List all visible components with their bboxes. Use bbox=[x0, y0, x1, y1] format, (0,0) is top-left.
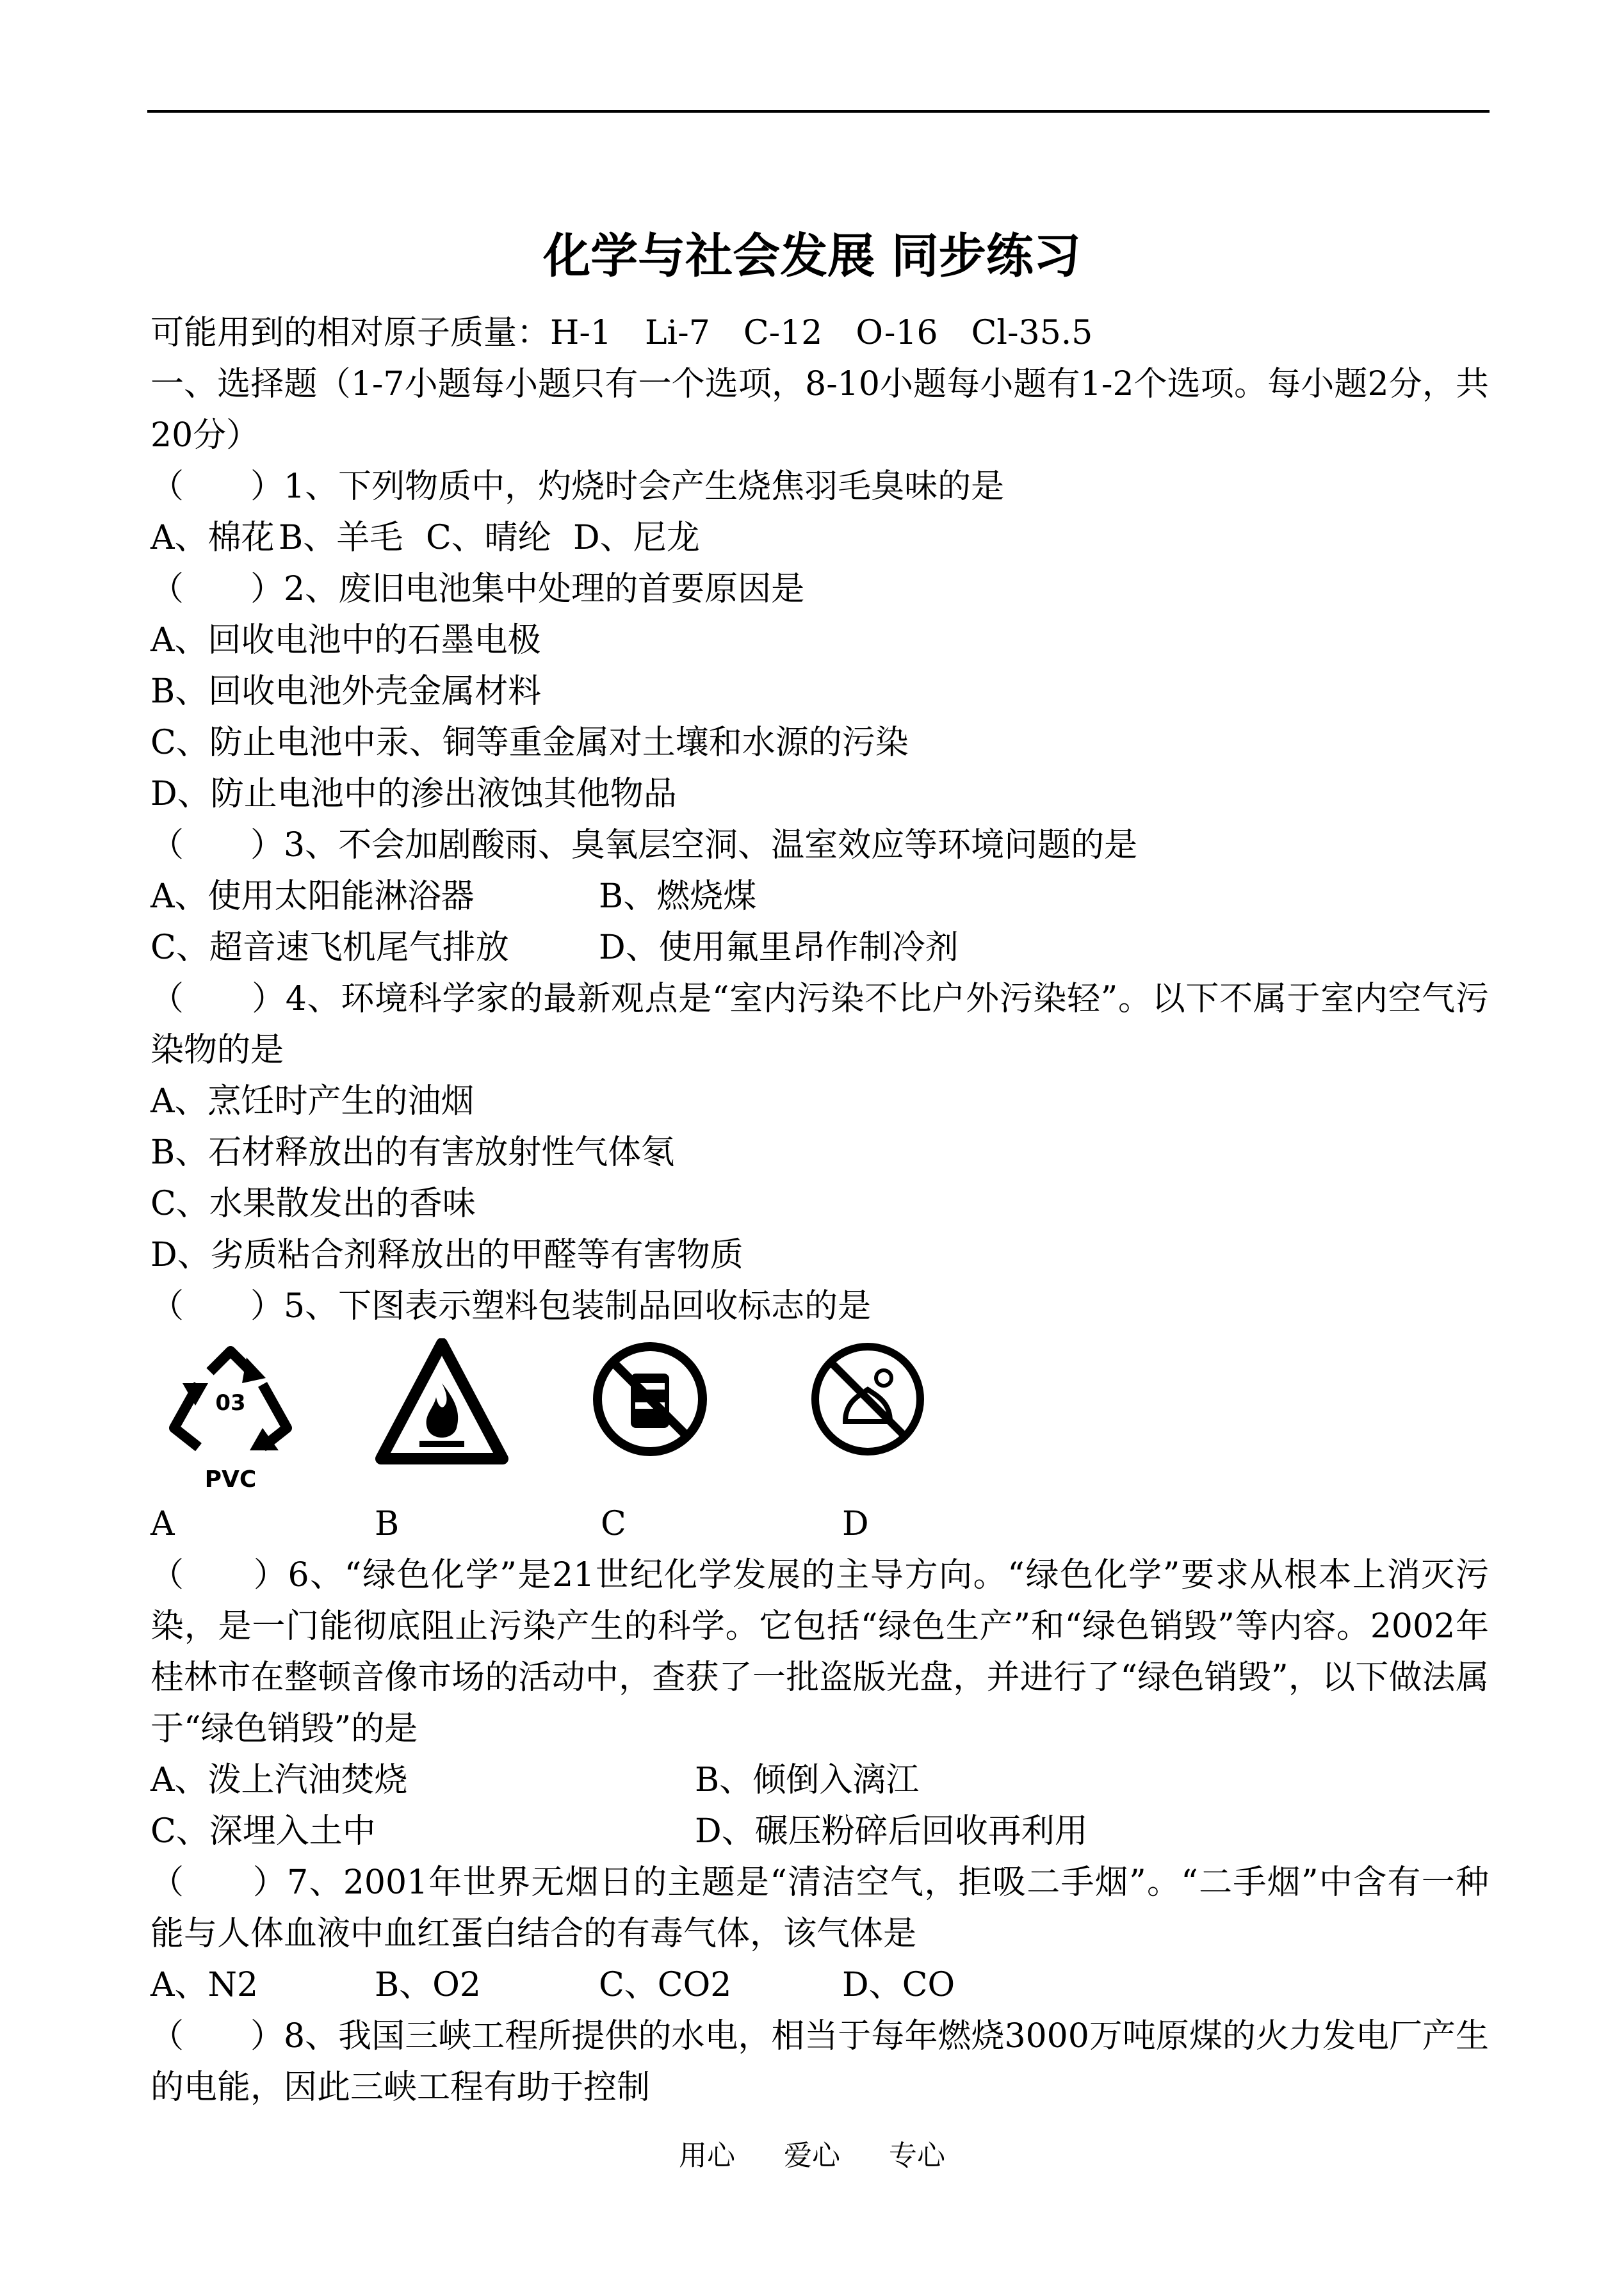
q3-options-row1 bbox=[150, 871, 1489, 922]
prohibition-icon bbox=[807, 1338, 929, 1460]
atomic-masses: 可能用到的相对原子质量：H-1 Li-7 C-12 O-16 Cl-35.5 bbox=[150, 314, 1093, 352]
q6-options-row2 bbox=[150, 1806, 1489, 1857]
q5-stem: （ ）5、下图表示塑料包装制品回收标志的是 bbox=[150, 1287, 872, 1326]
page-title: 化学与社会发展 同步练习 bbox=[543, 229, 1081, 284]
q4-option-d: D、劣质粘合剂释放出的甲醛等有害物质 bbox=[150, 1236, 743, 1274]
q2-option-c: C、防止电池中汞、铜等重金属对土壤和水源的污染 bbox=[150, 724, 909, 762]
no-dumping-icon bbox=[589, 1338, 711, 1460]
q7-option-b: B、O2 bbox=[375, 1966, 481, 2004]
q3-option-d: D、使用氟里昂作制冷剂 bbox=[599, 929, 959, 967]
q3-option-a: A、使用太阳能淋浴器 bbox=[150, 877, 475, 916]
footer-word-2: 爱心 bbox=[784, 2139, 840, 2172]
q6-stem: （ ）6、“绿色化学”是21世纪化学发展的主导方向。“绿色化学”要求从根本上消灭污染，是一门能彻底阻止污染产生的科学。它包括“绿色生产”和“绿色销毁”等内容。2002年桂林市在整顿音像市场的活动中，查获了一批盗版光盘，并进行了“绿色销毁”，以下做法属于“绿色销毁”的是 bbox=[150, 1556, 1489, 1748]
q3-stem: （ ）3、不会加剧酸雨、臭氧层空洞、温室效应等环境问题的是 bbox=[150, 826, 1138, 864]
q1-options bbox=[150, 512, 1489, 564]
q5-label-d: D bbox=[842, 1505, 869, 1543]
q6-option-a: A、泼上汽油焚烧 bbox=[150, 1761, 408, 1799]
q3-option-b: B、燃烧煤 bbox=[599, 877, 757, 916]
q7-options bbox=[150, 1959, 1489, 2011]
flammable-warning-icon bbox=[375, 1338, 509, 1466]
q2-option-d: D、防止电池中的渗出液蚀其他物品 bbox=[150, 775, 677, 813]
page-footer bbox=[0, 2132, 1624, 2173]
q5-label-a: A bbox=[150, 1505, 175, 1543]
q1-option-a: A、棉花 bbox=[150, 519, 275, 557]
footer-word-3: 专心 bbox=[889, 2139, 945, 2172]
q4-option-a: A、烹饪时产生的油烟 bbox=[150, 1082, 475, 1121]
q7-stem: （ ）7、2001年世界无烟日的主题是“清洁空气，拒吸二手烟”。“二手烟”中含有一种能与人体血液中血红蛋白结合的有毒气体，该气体是 bbox=[150, 1863, 1489, 1953]
q7-option-a: A、N2 bbox=[150, 1966, 259, 2004]
q4-option-c: C、水果散发出的香味 bbox=[150, 1185, 476, 1223]
q5-logo-row bbox=[150, 1338, 1489, 1498]
q3-option-c: C、超音速飞机尾气排放 bbox=[150, 929, 509, 967]
q6-option-d: D、碾压粉碎后回收再利用 bbox=[695, 1812, 1088, 1851]
q7-option-c: C、CO2 bbox=[599, 1966, 732, 2004]
section-header: 一、选择题（1-7小题每小题只有一个选项，8-10小题每小题有1-2个选项。每小题2分，共20分） bbox=[150, 365, 1489, 455]
q6-options-row1 bbox=[150, 1755, 1489, 1806]
q3-options-row2 bbox=[150, 922, 1489, 973]
header-rule bbox=[147, 110, 1490, 113]
recycle-text: PVC bbox=[204, 1466, 257, 1492]
q2-option-a: A、回收电池中的石墨电极 bbox=[150, 621, 541, 660]
document-body bbox=[150, 307, 1489, 2113]
q1-option-d: D、尼龙 bbox=[573, 519, 700, 557]
q1-option-c: C、晴纶 bbox=[426, 519, 551, 557]
q8-stem: （ ）8、我国三峡工程所提供的水电，相当于每年燃烧3000万吨原煤的火力发电厂产生的电能，因此三峡工程有助于控制 bbox=[150, 2017, 1489, 2107]
q7-option-d: D、CO bbox=[842, 1966, 955, 2004]
q2-stem: （ ）2、废旧电池集中处理的首要原因是 bbox=[150, 570, 805, 608]
q5-label-c: C bbox=[601, 1505, 626, 1543]
q5-logo-labels bbox=[150, 1498, 1489, 1550]
recycle-pvc-icon bbox=[160, 1338, 301, 1492]
q6-option-b: B、倾倒入漓江 bbox=[695, 1761, 920, 1799]
q4-stem: （ ）4、环境科学家的最新观点是“室内污染不比户外污染轻”。以下不属于室内空气污染物的是 bbox=[150, 980, 1489, 1069]
q1-option-b: B、羊毛 bbox=[279, 519, 403, 557]
footer-word-1: 用心 bbox=[679, 2139, 735, 2172]
q5-label-b: B bbox=[375, 1505, 400, 1543]
q4-option-b: B、石材释放出的有害放射性气体氡 bbox=[150, 1133, 675, 1172]
recycle-number: 03 bbox=[215, 1390, 246, 1416]
q1-stem: （ ）1、下列物质中，灼烧时会产生烧焦羽毛臭味的是 bbox=[150, 467, 1005, 506]
q2-option-b: B、回收电池外壳金属材料 bbox=[150, 672, 542, 711]
q6-option-c: C、深埋入土中 bbox=[150, 1812, 376, 1851]
